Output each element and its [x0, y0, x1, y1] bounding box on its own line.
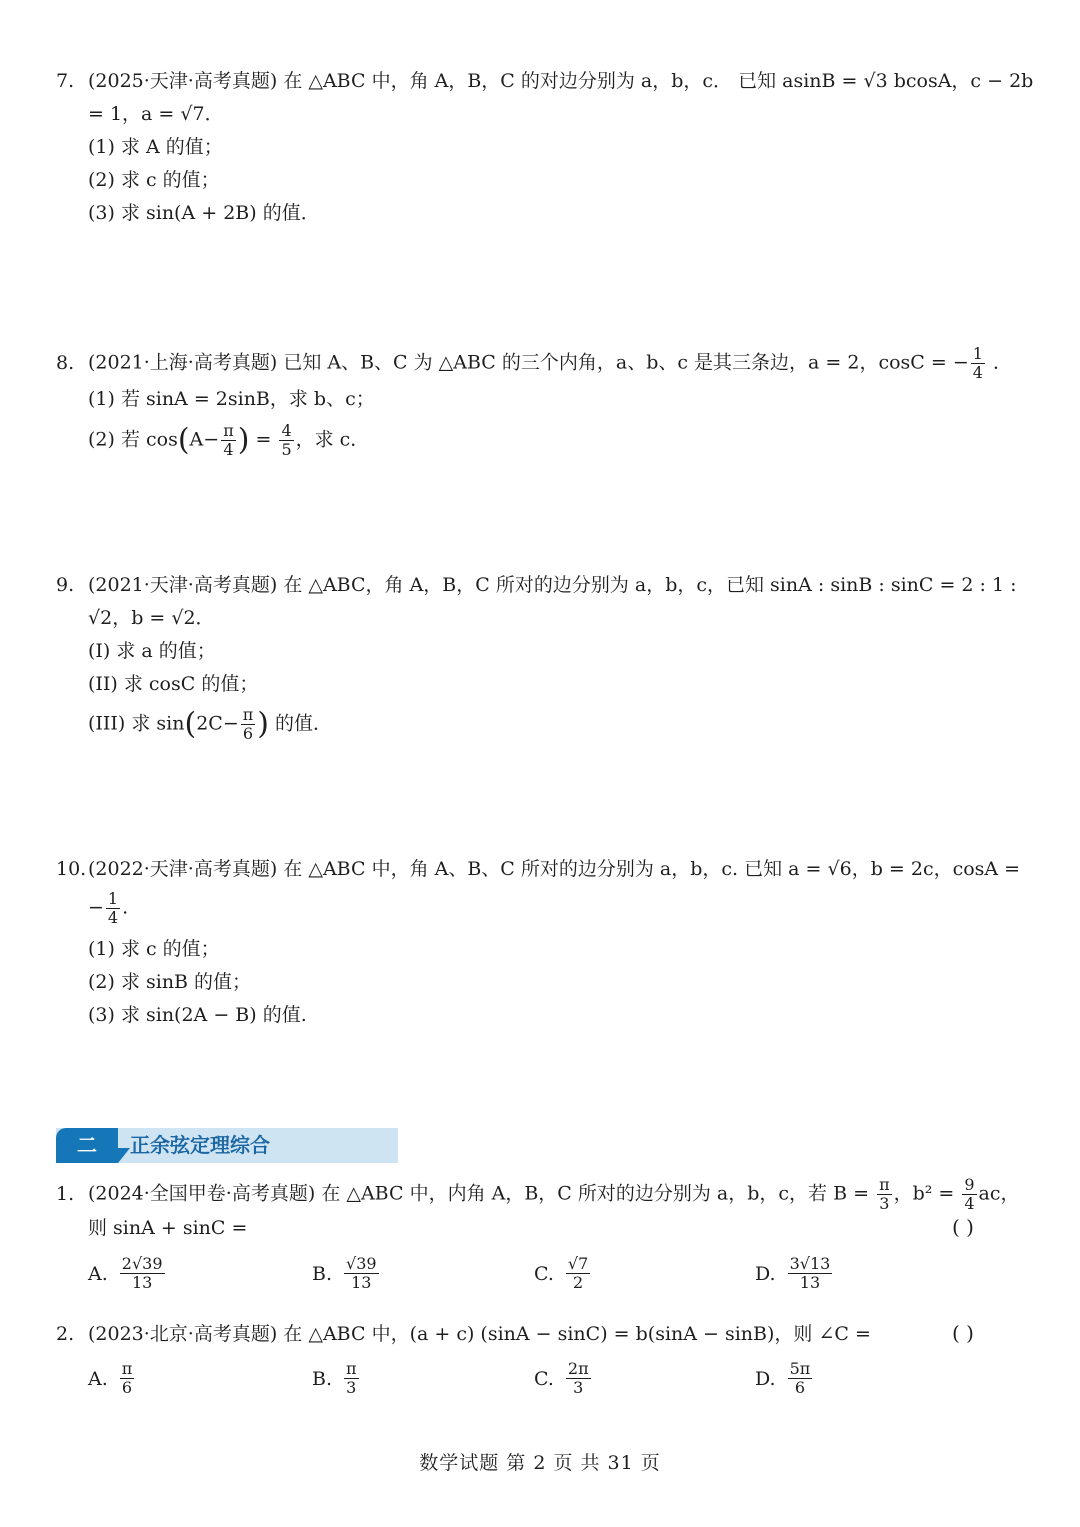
- problem-8-stem-line1: [56, 345, 1012, 382]
- problem-9-stem-line1: [56, 572, 1017, 598]
- denominator: 13: [799, 1273, 821, 1292]
- problem-9-part-2: (II) 求 cosC 的值；: [88, 673, 259, 695]
- part-prefix: (III) 求 sin: [88, 712, 185, 735]
- denominator: 3: [346, 1378, 357, 1397]
- denominator: 4: [107, 908, 119, 927]
- page-footer: 数学试题 第 2 页 共 31 页: [419, 1452, 661, 1474]
- minus-sign: −: [88, 896, 104, 919]
- option-a[interactable]: [88, 1360, 136, 1397]
- problem-10-part-2: (2) 求 sinB 的值；: [88, 971, 252, 993]
- fraction: [788, 1255, 833, 1292]
- left-paren: (: [184, 706, 197, 742]
- problem-stem: 在 △ABC 中，角 A、B、C 所对的边分别为 a，b，c. 已知 a = √6，b = 2c，cosA =: [283, 858, 1021, 880]
- section-number: 二: [56, 1128, 118, 1163]
- right-paren: ): [257, 706, 269, 742]
- option-d[interactable]: [755, 1255, 834, 1292]
- fraction: [221, 422, 236, 459]
- option-a[interactable]: [88, 1255, 167, 1292]
- problem-7-part-2: (2) 求 c 的值；: [88, 169, 220, 191]
- fraction: [241, 706, 256, 743]
- denominator: 3: [573, 1378, 584, 1397]
- option-label: A.: [88, 1262, 108, 1285]
- problem-stem: 在 △ABC，角 A，B，C 所对的边分别为 a，b，c，已知 sinA : sinB : sinC = 2 : 1 :: [283, 574, 1017, 596]
- problem-7-part-1: (1) 求 A 的值；: [88, 136, 223, 158]
- fraction: [566, 1255, 590, 1292]
- fraction: [279, 422, 293, 459]
- option-c[interactable]: [534, 1255, 592, 1292]
- problem-7-stem-line1: [56, 68, 1033, 94]
- numerator: 9: [964, 1175, 975, 1194]
- numerator: 1: [972, 344, 983, 363]
- stem-end: ac，: [978, 1182, 1020, 1205]
- problem-number: 9.: [56, 574, 75, 596]
- answer-bracket[interactable]: ( ): [952, 1215, 974, 1239]
- denominator: 4: [972, 363, 983, 382]
- fraction: [877, 1176, 892, 1213]
- numerator: π: [223, 421, 234, 440]
- option-label: C.: [534, 1367, 554, 1390]
- part-suffix: ，求 c．: [295, 428, 370, 451]
- option-d[interactable]: [755, 1360, 814, 1397]
- left-paren: (: [177, 422, 190, 458]
- denominator: 4: [223, 440, 234, 459]
- numerator: π: [242, 705, 254, 724]
- problem-7-part-3: (3) 求 sin(A + 2B) 的值．: [88, 202, 320, 224]
- option-label: B.: [312, 1367, 333, 1390]
- option-label: D.: [755, 1367, 776, 1390]
- fraction: [344, 1360, 359, 1397]
- denominator: 2: [573, 1273, 584, 1292]
- numerator: π: [879, 1175, 890, 1194]
- option-label: B.: [312, 1262, 333, 1285]
- numerator: √7: [567, 1254, 589, 1273]
- numerator: π: [121, 1359, 133, 1378]
- mc-problem-2-stem-line1: [56, 1321, 871, 1347]
- option-c[interactable]: [534, 1360, 593, 1397]
- part-suffix: 的值．: [269, 712, 333, 735]
- punctuation: ．: [993, 351, 1013, 374]
- fraction: [120, 1360, 135, 1397]
- numerator: 1: [107, 889, 119, 908]
- problem-number: 8.: [56, 351, 75, 374]
- punctuation: .: [122, 896, 129, 919]
- fraction: [962, 1176, 976, 1213]
- inner-expr: A−: [189, 428, 220, 451]
- fraction: [106, 890, 120, 927]
- denominator: 3: [879, 1194, 890, 1213]
- stem-middle: ，b² =: [893, 1182, 961, 1205]
- denominator: 5: [281, 440, 292, 459]
- numerator: 3√13: [789, 1254, 831, 1273]
- option-label: C.: [534, 1262, 554, 1285]
- option-b[interactable]: [312, 1255, 381, 1292]
- problem-source: (2024·全国甲卷·高考真题): [88, 1182, 316, 1205]
- answer-bracket[interactable]: ( ): [952, 1321, 974, 1345]
- numerator: √39: [346, 1254, 377, 1273]
- problem-source: (2025·天津·高考真题): [88, 70, 278, 92]
- equals: =: [249, 428, 278, 451]
- problem-stem: 在 △ABC 中，角 A，B，C 的对边分别为 a，b，c． 已知 asinB = √3 bcosA，c − 2b: [283, 70, 1034, 92]
- fraction: [971, 345, 985, 382]
- problem-10-part-3: (3) 求 sin(2A − B) 的值.: [88, 1004, 307, 1026]
- problem-number: 2.: [56, 1323, 75, 1345]
- mc-problem-1-stem-line1: [56, 1176, 1020, 1213]
- fraction: [120, 1255, 165, 1292]
- denominator: 13: [131, 1273, 153, 1292]
- option-label: D.: [755, 1262, 776, 1285]
- fraction: [566, 1360, 591, 1397]
- inner-expr: 2C−: [196, 712, 239, 735]
- problem-10-stem-line1: [56, 856, 1020, 882]
- problem-source: (2023·北京·高考真题): [88, 1323, 278, 1345]
- numerator: 5π: [789, 1359, 811, 1378]
- fraction: [344, 1255, 379, 1292]
- denominator: 6: [242, 724, 254, 743]
- fraction: [788, 1360, 813, 1397]
- problem-stem: 已知 A、B、C 为 △ABC 的三个内角，a、b、c 是其三条边，a = 2，cosC = −: [283, 351, 969, 374]
- denominator: 6: [121, 1378, 133, 1397]
- numerator: π: [346, 1359, 357, 1378]
- problem-number: 1.: [56, 1182, 75, 1205]
- part-prefix: (2) 若 cos: [88, 428, 178, 451]
- problem-8-part-1: (1) 若 sinA = 2sinB，求 b、c；: [88, 388, 375, 410]
- denominator: 6: [794, 1378, 806, 1397]
- problem-number: 10.: [56, 858, 87, 880]
- problem-8-part-2: [88, 422, 369, 459]
- option-b[interactable]: [312, 1360, 361, 1397]
- problem-number: 7.: [56, 70, 75, 92]
- mc-problem-1-stem-line2: 则 sinA + sinC =: [88, 1217, 248, 1239]
- problem-source: (2022·天津·高考真题): [88, 858, 278, 880]
- problem-9-part-3: [88, 706, 332, 743]
- problem-10-stem-line2: [88, 890, 128, 927]
- problem-9-stem-line2: √2，b = √2．: [88, 607, 215, 629]
- numerator: 4: [281, 421, 292, 440]
- problem-source: (2021·上海·高考真题): [88, 351, 278, 374]
- problem-stem: 在 △ABC 中，内角 A，B，C 所对的边分别为 a，b，c，若 B =: [321, 1182, 876, 1205]
- section-title: 正余弦定理综合: [130, 1133, 270, 1157]
- denominator: 4: [964, 1194, 975, 1213]
- problem-stem: 在 △ABC 中，(a + c) (sinA − sinC) = b(sinA − sinB)，则 ∠C =: [283, 1323, 871, 1345]
- numerator: 2π: [567, 1359, 589, 1378]
- numerator: 2√39: [121, 1254, 163, 1273]
- right-paren: ): [237, 422, 250, 458]
- section-notch-decoration: [118, 1148, 130, 1163]
- option-label: A.: [88, 1367, 108, 1390]
- problem-7-stem-line2: = 1，a = √7．: [88, 103, 224, 125]
- problem-10-part-1: (1) 求 c 的值；: [88, 938, 220, 960]
- problem-source: (2021·天津·高考真题): [88, 574, 278, 596]
- denominator: 13: [351, 1273, 372, 1292]
- problem-9-part-1: (I) 求 a 的值；: [88, 640, 216, 662]
